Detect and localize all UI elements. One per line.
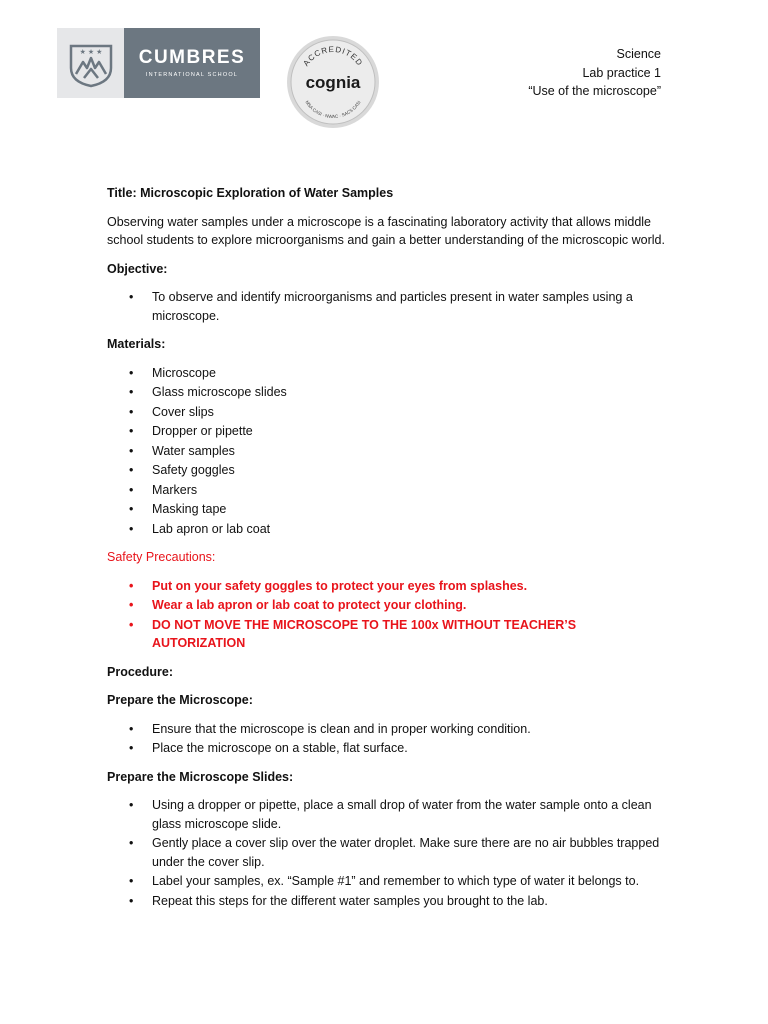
bullet-icon: • <box>129 617 134 632</box>
subject-label: Science <box>616 47 661 61</box>
logo-subtitle: INTERNATIONAL SCHOOL <box>145 72 239 78</box>
bullet-icon: • <box>129 836 134 850</box>
list-item: • DO NOT MOVE THE MICROSCOPE TO THE 100x WITHOUT TEACHER’S AUTORIZATION <box>129 617 577 650</box>
procedure-heading: Procedure: <box>107 664 173 679</box>
list-item: • Gently place a cover slip over the water droplet. Make sure there are no air bubbles trapped under the cover slip. <box>129 836 660 869</box>
list-item: • Masking tape <box>107 500 667 519</box>
list-item: • To observe and identify microorganisms and particles present in water samples using a microscope. <box>129 290 633 323</box>
list-item: • Markers <box>107 481 667 500</box>
bullet-icon: • <box>129 578 134 593</box>
course-header <box>528 45 661 101</box>
bullet-icon: • <box>129 482 134 497</box>
list-item: • Glass microscope slides <box>107 383 667 402</box>
bullet-icon: • <box>129 424 134 438</box>
bullet-icon: • <box>129 598 134 612</box>
list-item: • Put on your safety goggles to protect your eyes from splashes. <box>107 577 667 596</box>
seal-name: cognia <box>305 73 361 92</box>
prepare-slides-list <box>107 796 667 910</box>
list-item: • Place the microscope on a stable, flat surface. <box>107 739 667 758</box>
svg-text:★ ★ ★: ★ ★ ★ <box>79 49 102 56</box>
logo-name: CUMBRES <box>138 47 246 68</box>
seal-top-text: ACCREDITED <box>301 44 365 68</box>
cumbres-logo <box>57 28 260 98</box>
safety-list <box>107 577 667 653</box>
list-item: • Safety goggles <box>107 461 667 480</box>
bullet-icon: • <box>129 290 134 304</box>
bullet-icon: • <box>129 874 134 888</box>
list-item: • Cover slips <box>107 403 667 422</box>
list-item: • Water samples <box>107 442 667 461</box>
topic-label: “Use of the microscope” <box>528 84 661 98</box>
bullet-icon: • <box>129 443 134 458</box>
objective-heading: Objective: <box>107 261 168 276</box>
bullet-icon: • <box>129 798 134 812</box>
doc-title: Title: Microscopic Exploration of Water Samples <box>107 186 394 200</box>
materials-list <box>107 364 667 539</box>
intro-paragraph: Observing water samples under a microscope is a fascinating laboratory activity that allows middle school students to explore microorganisms and gain a better understanding of the microscopic world. <box>107 214 665 247</box>
seal-bottom-text: MSA CASI · NWAC · SACS CASI <box>304 99 362 120</box>
bullet-icon: • <box>129 365 134 380</box>
prepare-microscope-list <box>107 720 667 758</box>
prepare-microscope-heading: Prepare the Microscope: <box>107 693 253 707</box>
bullet-icon: • <box>129 463 134 477</box>
document-body <box>107 184 667 920</box>
mountain-crest-icon <box>57 28 124 98</box>
list-item: • Wear a lab apron or lab coat to protect your clothing. <box>107 596 667 615</box>
bullet-icon: • <box>129 741 134 755</box>
safety-heading: Safety Precautions: <box>107 550 216 564</box>
practice-label: Lab practice 1 <box>582 65 661 80</box>
list-item: • Repeat this steps for the different water samples you brought to the lab. <box>107 892 667 911</box>
objective-list <box>107 288 667 325</box>
list-item: • Ensure that the microscope is clean and in proper working condition. <box>107 720 667 739</box>
bullet-icon: • <box>129 404 134 419</box>
materials-heading: Materials: <box>107 337 166 351</box>
bullet-icon: • <box>129 521 134 536</box>
list-item: • Dropper or pipette <box>107 422 667 441</box>
bullet-icon: • <box>129 721 134 736</box>
bullet-icon: • <box>129 502 134 516</box>
bullet-icon: • <box>129 385 134 399</box>
prepare-slides-heading: Prepare the Microscope Slides: <box>107 769 294 784</box>
list-item: • Label your samples, ex. “Sample #1” and remember to which type of water it belongs to. <box>107 872 667 891</box>
list-item: • Using a dropper or pipette, place a small drop of water from the water sample onto a clean glass microscope slide. <box>129 798 652 831</box>
list-item: • Microscope <box>107 364 667 383</box>
bullet-icon: • <box>129 893 134 908</box>
cognia-accreditation-seal <box>285 32 381 132</box>
list-item: • Lab apron or lab coat <box>107 520 667 539</box>
